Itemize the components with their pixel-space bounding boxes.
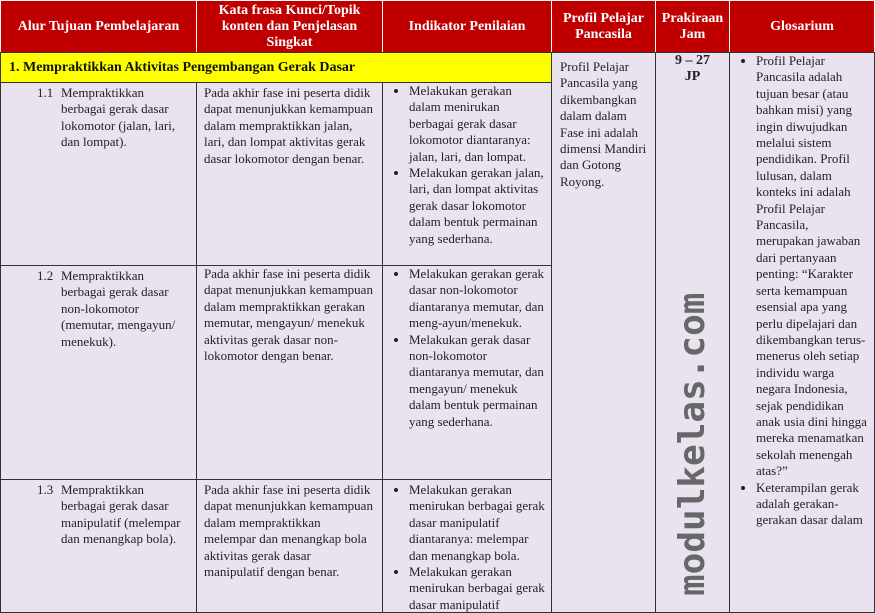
header-indikator: Indikator Penilaian xyxy=(382,0,552,53)
indikator-item: • Melakukan gerakan menirukan berbagai gerak dasar manipulatif diantaranya: melempar dan menangkap bola. xyxy=(409,482,545,564)
atp-number: 1.3 xyxy=(37,482,54,497)
glosarium-item: • Profil Pelajar Pancasila adalah tujuan besar (atau bahkan misi) yang ingin diwujudkan melalui sistem pendidikan. Profil lulusan, dalam konteks ini adalah Profil Pelajar Pancasila, merupakan jawaban dari pertanyaan penting: “Karakter serta kemampuan esensial apa yang perlu dipelajari dan dikembangkan terus-menerus oleh setiap individu warga negara Indonesia, sejak pendidikan anak usia dini hingga mereka menamatkan sekolah menengah atas?” xyxy=(756,53,868,480)
atp-number: 1.1 xyxy=(37,85,54,100)
indikator-item: • Melakukan gerakan dalam menirukan berbagai gerak dasar lokomotor diantaranya: jalan, lari, dan lompat. xyxy=(409,83,545,165)
atp-number: 1.2 xyxy=(37,268,54,283)
indikator-item: • Melakukan gerakan gerak dasar non-lokomotor diantaranya memutar, dan meng-ayun/menekuk. xyxy=(409,266,545,332)
atp-text: Mempraktikkan berbagai gerak dasar non-lokomotor (memutar, mengayun/ menekuk). xyxy=(61,268,176,349)
indikator-item: • Melakukan gerak dasar non-lokomotor diantaranya memutar, dan mengayun/ menekuk dalam bentuk permainan yang sederhana. xyxy=(409,332,545,430)
atp-row-2 xyxy=(0,265,197,480)
kata-row-3: Pada akhir fase ini peserta didik dapat menunjukkan kemampuan dalam mempraktikkan melempar dan menangkap bola aktivitas gerak dasar manipulatif dengan benar. xyxy=(196,479,383,613)
header-alur: Alur Tujuan Pembelajaran xyxy=(0,0,197,53)
profil-cell: Profil Pelajar Pancasila yang dikembangkan dalam dalam Fase ini adalah dimensi Mandiri dan Gotong Royong. xyxy=(551,52,656,613)
header-profil: Profil Pelajar Pancasila xyxy=(551,0,656,53)
jam-range: 9 – 27 xyxy=(675,53,710,68)
indikator-item: • Melakukan gerakan menirukan berbagai gerak dasar manipulatif xyxy=(409,564,545,613)
watermark: modulkelas.com xyxy=(672,292,713,596)
atp-text: Mempraktikkan berbagai gerak dasar manipulatif (melempar dan menangkap bola). xyxy=(61,482,181,547)
jam-unit: JP xyxy=(684,69,701,85)
header-kata-frasa: Kata frasa Kunci/Topik konten dan Penjelasan Singkat xyxy=(196,0,383,53)
header-jam: Prakiraan Jam xyxy=(655,0,730,53)
indikator-row-2 xyxy=(382,265,552,480)
indikator-row-1 xyxy=(382,82,552,266)
atp-row-1 xyxy=(0,82,197,266)
indikator-item: • Melakukan gerakan jalan, lari, dan lompat aktivitas gerak dasar lokomotor dalam bentuk permainan yang sederhana. xyxy=(409,165,545,247)
glosarium-item: • Keterampilan gerak adalah gerakan-gerakan dasar dalam xyxy=(756,480,868,529)
jam-cell xyxy=(655,52,730,613)
kata-row-2: Pada akhir fase ini peserta didik dapat menunjukkan kemampuan dalam mempraktikkan gerakan memutar, mengayun/ menekuk aktivitas gerak dasar non-lokomotor dengan benar. xyxy=(196,265,383,480)
indikator-row-3 xyxy=(382,479,552,613)
header-glosarium: Glosarium xyxy=(729,0,875,53)
section-title: 1. Mempraktikkan Aktivitas Pengembangan Gerak Dasar xyxy=(0,52,552,83)
atp-text: Mempraktikkan berbagai gerak dasar lokomotor (jalan, lari, dan lompat). xyxy=(61,85,176,150)
atp-row-3 xyxy=(0,479,197,613)
kata-row-1: Pada akhir fase ini peserta didik dapat menunjukkan kemampuan dalam mempraktikkan jalan, lari, dan lompat aktivitas gerak dasar lokomotor dengan benar. xyxy=(196,82,383,266)
glosarium-cell xyxy=(729,52,875,613)
